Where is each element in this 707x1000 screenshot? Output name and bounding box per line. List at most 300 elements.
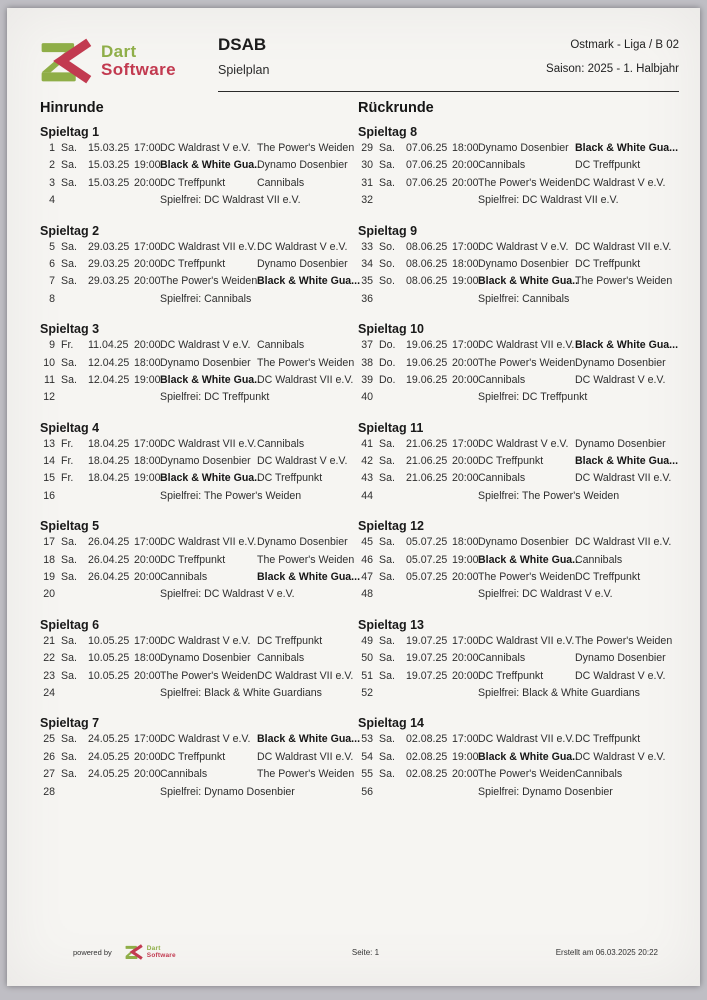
match-number: 21 [43,634,55,647]
match-time: 20:00 [452,176,479,189]
match-row [40,159,358,176]
match-date: 08.06.25 [406,275,448,288]
match-day: Sa. [61,652,77,665]
match-time: 19:00 [452,750,479,763]
home-team: The Power's Weiden [478,356,576,369]
match-time: 17:00 [452,437,479,450]
match-date: 05.07.25 [406,571,448,584]
away-team: DC Treffpunkt [257,472,323,485]
match-day: Sa. [61,669,77,682]
match-number: 35 [361,275,373,288]
match-date: 24.05.25 [88,750,130,763]
away-team: Dynamo Dosenbier [257,159,348,172]
match-row [358,635,679,652]
match-row [40,374,358,391]
matchday-title: Spieltag 2 [40,223,100,238]
match-number: 13 [43,437,55,450]
bye-label: Spielfrei: Cannibals [478,292,570,305]
match-date: 19.07.25 [406,669,448,682]
match-day: Fr. [61,455,74,468]
bye-label: Spielfrei: The Power's Weiden [478,489,620,502]
match-number: 56 [361,785,373,798]
page-header [40,30,679,92]
away-team: Black & White Gua... [575,339,679,352]
match-date: 10.05.25 [88,669,130,682]
header-meta [546,34,679,82]
match-day: Sa. [61,356,77,369]
matchday-title: Spieltag 1 [40,125,100,139]
match-time: 18:00 [452,257,479,270]
bye-label: Spielfrei: Cannibals [160,292,252,305]
match-time: 17:00 [452,733,479,746]
match-number: 20 [43,588,55,601]
match-time: 19:00 [134,373,161,386]
bye-label: Spielfrei: DC Waldrast VII e.V. [160,194,301,207]
away-team: Cannibals [575,768,623,781]
rounds-container [40,100,679,815]
vendor-logo [40,30,218,84]
match-row [358,536,679,553]
match-time: 17:00 [134,240,161,253]
home-team: DC Waldrast V e.V. [160,634,251,647]
match-day: So. [379,240,395,253]
matchday-title: Spieltag 8 [358,125,418,139]
match-number: 11 [44,373,55,386]
match-number: 28 [43,785,55,798]
home-team: Dynamo Dosenbier [160,652,251,665]
match-time: 17:00 [134,437,161,450]
match-row [40,472,358,489]
match-time: 20:00 [452,373,479,386]
match-number: 22 [43,652,55,665]
away-team: DC Treffpunkt [575,571,641,584]
home-team: DC Waldrast VII e.V. [160,536,257,549]
match-day: Sa. [61,536,77,549]
match-number: 7 [49,275,55,288]
match-time: 18:00 [452,536,479,549]
bye-row [358,391,679,408]
match-number: 14 [43,455,55,468]
match-date: 08.06.25 [406,257,448,270]
match-date: 05.07.25 [406,536,448,549]
match-time: 20:00 [134,669,161,682]
match-row [358,142,679,159]
match-day: Sa. [379,536,395,549]
bye-row [40,293,358,310]
away-team: The Power's Weiden [257,553,355,566]
away-team: The Power's Weiden [257,768,355,781]
match-row [358,159,679,176]
page-footer [73,944,658,960]
away-team: Dynamo Dosenbier [575,437,666,450]
bye-label: Spielfrei: The Power's Weiden [160,489,302,502]
match-number: 54 [361,750,373,763]
away-team: Cannibals [257,339,305,352]
bye-label: Spielfrei: DC Treffpunkt [478,391,588,404]
matchday-block [358,519,679,606]
match-date: 15.03.25 [88,176,130,189]
match-time: 18:00 [134,652,161,665]
bye-row [40,786,358,803]
home-team: DC Waldrast VII e.V. [478,733,575,746]
home-team: DC Waldrast V e.V. [478,240,569,253]
bye-row [40,490,358,507]
match-date: 05.07.25 [406,553,448,566]
match-day: Sa. [379,142,395,154]
match-day: Sa. [61,275,77,288]
match-number: 30 [361,159,373,172]
home-team: Black & White Gua.. [160,472,261,485]
match-number: 19 [43,571,55,584]
match-time: 20:00 [134,750,161,763]
match-number: 12 [43,391,55,404]
away-team: DC Waldrast V e.V. [575,176,666,189]
match-date: 18.04.25 [88,437,130,450]
home-team: DC Waldrast VII e.V. [478,339,575,352]
match-row [40,554,358,571]
match-time: 19:00 [134,159,161,172]
matchday-title: Spieltag 11 [358,420,424,435]
match-row [358,554,679,571]
match-time: 20:00 [452,669,479,682]
match-date: 07.06.25 [406,142,448,154]
match-day: Sa. [61,142,77,154]
document-subtitle: Spielplan [218,63,270,77]
matchday-block [40,519,361,606]
home-team: Dynamo Dosenbier [478,257,569,270]
match-day: Sa. [379,634,395,647]
match-date: 19.06.25 [406,373,448,386]
bye-row [358,588,679,605]
bye-row [358,194,679,211]
page-content [40,30,679,986]
bye-row [358,490,679,507]
round-hinrunde [40,100,361,815]
match-day: Fr. [61,437,74,450]
match-number: 43 [361,472,373,485]
home-team: Cannibals [160,768,208,781]
organization-title: DSAB [218,35,267,54]
match-time: 18:00 [134,356,161,369]
season-label: Saison: 2025 - 1. Halbjahr [546,62,679,75]
away-team: DC Waldrast V e.V. [575,750,666,763]
match-date: 15.03.25 [88,142,130,154]
match-day: Sa. [61,750,77,763]
home-team: The Power's Weiden [478,571,576,584]
round-heading: Rückrunde [358,100,434,116]
match-number: 33 [361,240,373,253]
match-time: 17:00 [134,142,161,154]
match-date: 29.03.25 [88,275,130,288]
matchday-block [358,125,679,212]
match-time: 20:00 [134,571,161,584]
away-team: Cannibals [257,437,305,450]
match-number: 46 [361,553,373,566]
match-row [40,635,358,652]
away-team: DC Treffpunkt [575,159,641,172]
match-date: 10.05.25 [88,652,130,665]
match-day: Sa. [61,159,77,172]
match-row [358,472,679,489]
match-row [40,258,358,275]
match-day: Sa. [61,176,77,189]
matchday-title: Spieltag 9 [358,223,418,238]
match-time: 20:00 [452,571,479,584]
match-date: 21.06.25 [406,455,448,468]
away-team: Dynamo Dosenbier [257,257,348,270]
match-number: 17 [43,536,55,549]
away-team: DC Waldrast VII e.V. [575,472,672,485]
match-number: 44 [361,489,373,502]
match-date: 21.06.25 [406,472,448,485]
match-date: 19.06.25 [406,356,448,369]
match-number: 3 [49,176,55,189]
match-day: Sa. [61,733,77,746]
match-time: 20:00 [134,257,161,270]
match-row [40,768,358,785]
match-number: 50 [361,652,373,665]
match-day: Sa. [379,437,395,450]
home-team: DC Treffpunkt [160,176,226,189]
matchday-block [358,618,679,705]
bye-label: Spielfrei: Black & White Guardians [160,686,322,699]
match-date: 02.08.25 [406,733,448,746]
match-number: 23 [43,669,55,682]
match-number: 53 [361,733,373,746]
match-row [40,733,361,750]
match-day: Sa. [379,652,395,665]
home-team: Dynamo Dosenbier [478,536,569,549]
bye-row [358,786,679,803]
round-heading: Hinrunde [40,100,104,116]
match-number: 42 [361,455,373,468]
match-day: Sa. [379,455,395,468]
match-number: 55 [361,768,373,781]
away-team: Cannibals [575,553,623,566]
away-team: DC Treffpunkt [257,634,323,647]
away-team: DC Treffpunkt [575,257,641,270]
away-team: DC Waldrast VII e.V. [575,240,672,253]
match-time: 20:00 [134,275,161,288]
matchday-block [40,125,358,212]
match-day: Sa. [61,240,77,253]
home-team: DC Treffpunkt [160,257,226,270]
away-team: DC Waldrast VII e.V. [257,669,354,682]
match-row [358,357,679,374]
match-row [358,258,679,275]
bye-label: Spielfrei: Dynamo Dosenbier [160,785,295,798]
match-time: 18:00 [452,142,479,154]
matchday-title: Spieltag 4 [40,420,100,435]
away-team: DC Waldrast VII e.V. [257,373,354,386]
away-team: Black & White Gua... [257,733,361,746]
match-date: 12.04.25 [88,356,130,369]
match-row [40,177,358,194]
match-time: 18:00 [134,455,161,468]
match-number: 41 [361,437,373,450]
match-date: 26.04.25 [88,571,130,584]
match-day: Sa. [379,571,395,584]
match-date: 19.07.25 [406,634,448,647]
away-team: Dynamo Dosenbier [575,356,666,369]
away-team: Black & White Gua... [257,571,361,584]
match-number: 5 [49,240,55,253]
match-time: 20:00 [452,472,479,485]
matchday-title: Spieltag 7 [40,716,100,731]
match-time: 20:00 [134,553,161,566]
match-number: 2 [49,159,55,172]
bye-label: Spielfrei: DC Waldrast V e.V. [478,588,613,601]
away-team: Black & White Gua... [575,142,679,154]
home-team: DC Treffpunkt [478,455,544,468]
home-team: DC Waldrast VII e.V. [160,437,257,450]
match-number: 10 [43,356,55,369]
away-team: Black & White Gua... [575,455,679,468]
home-team: Cannibals [478,373,526,386]
home-team: The Power's Weiden [160,669,258,682]
match-number: 36 [361,292,373,305]
away-team: DC Waldrast VII e.V. [575,536,672,549]
match-date: 12.04.25 [88,373,130,386]
match-day: Sa. [379,472,395,485]
page-number-label: Seite: 1 [351,947,380,957]
match-row [358,751,679,768]
match-date: 08.06.25 [406,240,448,253]
match-number: 49 [361,634,373,647]
home-team: Dynamo Dosenbier [160,455,251,468]
bye-label: Spielfrei: DC Waldrast V e.V. [160,588,295,601]
logo-word-dart: Dart [101,42,137,62]
home-team: Black & White Gua.. [160,373,261,386]
match-date: 24.05.25 [88,768,130,781]
match-day: Sa. [379,669,395,682]
bye-row [358,687,679,704]
match-day: Sa. [61,257,77,270]
matchday-block [40,322,358,409]
matchday-title: Spieltag 12 [358,519,424,534]
match-day: So. [379,257,395,270]
bye-row [358,293,679,310]
match-number: 1 [49,142,55,154]
match-number: 47 [361,571,373,584]
match-day: Sa. [379,733,395,746]
home-team: Dynamo Dosenbier [478,142,569,154]
match-row [40,339,358,356]
home-team: DC Treffpunkt [160,750,226,763]
match-date: 18.04.25 [88,472,130,485]
away-team: The Power's Weiden [257,142,355,154]
match-row [358,455,679,472]
away-team: DC Treffpunkt [575,733,641,746]
matchday-block [358,224,679,311]
home-team: The Power's Weiden [160,275,258,288]
away-team: The Power's Weiden [575,634,673,647]
match-time: 20:00 [452,159,479,172]
away-team: DC Waldrast V e.V. [575,669,666,682]
dart-software-logo-icon [40,38,92,84]
match-number: 15 [43,472,55,485]
match-row [358,241,679,258]
match-day: Sa. [379,159,395,172]
match-row [40,536,358,553]
bye-row [40,391,358,408]
away-team: The Power's Weiden [575,275,673,288]
away-team: Black & White Gua... [257,275,361,288]
home-team: Black & White Gua.. [478,750,579,763]
match-number: 27 [43,768,55,781]
match-date: 02.08.25 [406,768,448,781]
match-day: Sa. [61,768,77,781]
match-row [358,339,679,356]
match-row [358,733,679,750]
logo-word-dart: Dart [146,944,161,952]
match-date: 02.08.25 [406,750,448,763]
away-team: Cannibals [257,652,305,665]
match-date: 19.07.25 [406,652,448,665]
created-timestamp: Erstellt am 06.03.2025 20:22 [555,947,658,957]
home-team: DC Waldrast V e.V. [478,437,569,450]
match-number: 9 [49,339,55,352]
match-number: 4 [49,194,55,207]
match-row [358,652,679,669]
home-team: DC Waldrast VII e.V. [160,240,257,253]
match-row [358,275,679,292]
match-number: 45 [361,536,373,549]
bye-label: Spielfrei: Dynamo Dosenbier [478,785,613,798]
match-time: 17:00 [452,634,479,647]
match-time: 17:00 [452,240,479,253]
match-time: 17:00 [452,339,479,352]
match-day: Sa. [379,176,395,189]
match-date: 26.04.25 [88,553,130,566]
match-date: 24.05.25 [88,733,130,746]
match-date: 07.06.25 [406,176,448,189]
match-date: 29.03.25 [88,240,130,253]
away-team: DC Waldrast V e.V. [257,455,348,468]
match-row [358,374,679,391]
match-day: Do. [379,356,396,369]
match-row [40,142,358,159]
home-team: Black & White Gua.. [478,553,579,566]
match-day: Fr. [61,339,74,352]
matchday-title: Spieltag 10 [358,322,424,337]
match-day: Sa. [61,634,77,647]
match-day: Do. [379,339,396,352]
match-time: 19:00 [452,275,479,288]
matchday-block [358,716,679,803]
match-number: 52 [361,686,373,699]
logo-word-software: Software [101,60,176,79]
bye-label: Spielfrei: DC Treffpunkt [160,391,270,404]
home-team: The Power's Weiden [478,768,576,781]
away-team: DC Waldrast V e.V. [257,240,348,253]
match-time: 17:00 [134,634,161,647]
match-number: 8 [49,292,55,305]
match-time: 17:00 [134,536,161,549]
match-date: 10.05.25 [88,634,130,647]
match-number: 16 [43,489,55,502]
match-row [40,275,361,292]
header-right [218,30,679,92]
match-row [358,177,679,194]
powered-by-label: powered by [73,947,112,957]
match-date: 11.04.25 [88,339,129,352]
match-number: 40 [361,391,373,404]
match-row [40,670,358,687]
bye-row [40,588,358,605]
match-time: 20:00 [452,652,479,665]
match-row [358,571,679,588]
